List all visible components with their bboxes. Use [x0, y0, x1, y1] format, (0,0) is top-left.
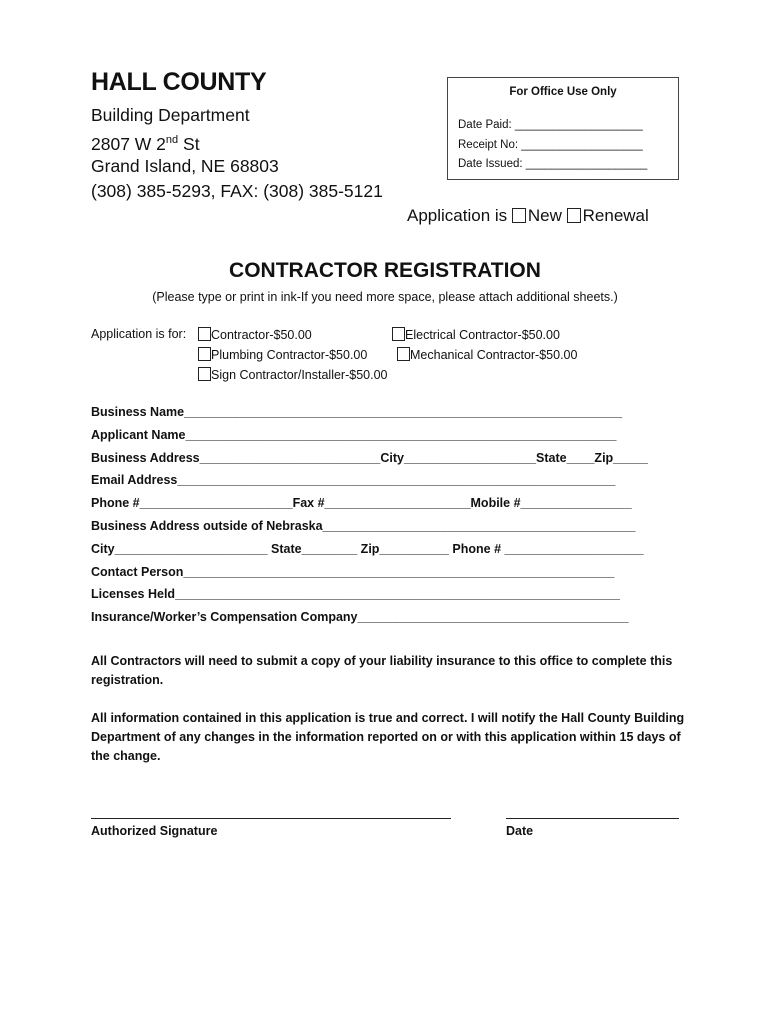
certification-statement: All information contained in this application is true and correct. I will notify the Hall County Building Department of any changes in the information reported on or with this application within 15 days of the change.	[91, 711, 685, 763]
plumbing-checkbox[interactable]	[198, 347, 211, 361]
business-address-field[interactable]: Business Address__________________________City___________________State____Zip_____	[91, 451, 648, 465]
sign-label: Sign Contractor/Installer-$50.00	[211, 368, 388, 382]
plumbing-label: Plumbing Contractor-$50.00	[211, 348, 368, 362]
mechanical-checkbox[interactable]	[397, 347, 410, 361]
insurance-notice: All Contractors will need to submit a copy of your liability insurance to this office to complete this registration.	[91, 654, 673, 687]
signature-line[interactable]	[91, 818, 451, 819]
licenses-held-field[interactable]: Licenses Held________________________________________________________________	[91, 587, 620, 601]
new-label: New	[527, 206, 562, 225]
outside-nebraska-address-field[interactable]: Business Address outside of Nebraska_____________________________________________	[91, 519, 636, 533]
phone-fax: (308) 385-5293, FAX: (308) 385-5121	[91, 181, 383, 201]
option-contractor	[198, 327, 312, 342]
sign-checkbox[interactable]	[198, 367, 211, 381]
application-for-label: Application is for:	[91, 327, 187, 341]
contractor-label: Contractor-$50.00	[211, 328, 312, 342]
contractor-checkbox[interactable]	[198, 327, 211, 341]
business-name-field[interactable]: Business Name_______________________________________________________________	[91, 405, 623, 419]
contact-person-field[interactable]: Contact Person______________________________________________________________	[91, 565, 615, 579]
office-use-title: For Office Use Only	[509, 86, 617, 98]
form-subtitle: (Please type or print in ink-If you need more space, please attach additional sheets.)	[152, 290, 618, 304]
street-address-main: 2807 W 2	[91, 133, 166, 154]
form-title: CONTRACTOR REGISTRATION	[229, 259, 541, 282]
department-name: Building Department	[91, 105, 250, 125]
option-sign	[198, 367, 387, 382]
office-use-box	[447, 77, 679, 180]
date-paid-field: Date Paid: ____________________	[458, 119, 643, 131]
option-plumbing	[198, 347, 367, 362]
street-address-ordinal: nd	[165, 134, 179, 146]
receipt-no-field: Receipt No: ___________________	[458, 139, 643, 151]
renewal-checkbox[interactable]	[567, 208, 581, 223]
renewal-label: Renewal	[582, 206, 649, 225]
city-state-zip: Grand Island, NE 68803	[91, 156, 279, 176]
mechanical-label: Mechanical Contractor-$50.00	[410, 348, 578, 362]
date-issued-field: Date Issued: ___________________	[458, 158, 648, 170]
phone-fax-mobile-field[interactable]: Phone #______________________Fax #_____________________Mobile #________________	[91, 496, 632, 510]
application-type-row	[407, 206, 649, 226]
date-line[interactable]	[506, 818, 679, 819]
electrical-label: Electrical Contractor-$50.00	[405, 328, 560, 342]
insurance-company-field[interactable]: Insurance/Worker’s Compensation Company_______________________________________	[91, 610, 629, 624]
street-address-suffix: St	[178, 133, 200, 154]
application-type-label: Application is	[407, 206, 512, 225]
applicant-name-field[interactable]: Applicant Name______________________________________________________________	[91, 428, 617, 442]
new-checkbox[interactable]	[512, 208, 526, 223]
signature-label: Authorized Signature	[91, 824, 218, 838]
option-mechanical	[397, 347, 577, 362]
city-state-zip-phone-field[interactable]: City______________________ State________ Zip__________ Phone # ____________________	[91, 542, 644, 556]
email-address-field[interactable]: Email Address_______________________________________________________________	[91, 473, 616, 487]
county-title: HALL COUNTY	[91, 68, 267, 96]
electrical-checkbox[interactable]	[392, 327, 405, 341]
street-address	[91, 128, 200, 157]
option-electrical	[392, 327, 560, 342]
date-label: Date	[506, 824, 534, 838]
